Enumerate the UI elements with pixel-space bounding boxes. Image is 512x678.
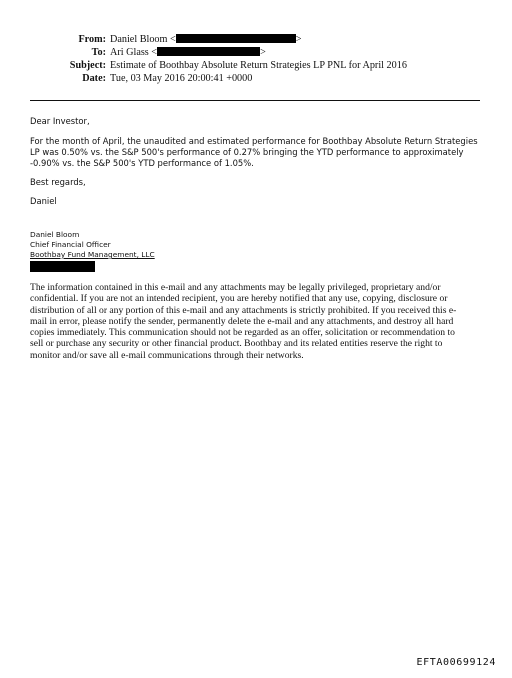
- to-value: Ari Glass <: [110, 47, 158, 58]
- from-label: From:: [78, 34, 106, 45]
- subject-label: Subject:: [69, 60, 106, 71]
- disclaimer-line: sell or purchase any security or other financial product. Boothbay and its related entities reserve the right to: [30, 338, 443, 350]
- signature-block: [30, 230, 155, 260]
- date-row: [30, 73, 470, 85]
- disclaimer-line: mail in error, please notify the sender, permanently delete the e-mail and any attachments, and destroy all hard: [30, 315, 454, 327]
- from-value: Daniel Bloom <: [110, 34, 176, 45]
- greeting: Dear Investor,: [30, 116, 90, 126]
- from-close: >: [295, 34, 302, 45]
- disclaimer-line: monitor and/or save all e-mail communications through their networks.: [30, 349, 304, 361]
- legal-disclaimer: [30, 282, 482, 361]
- disclaimer-line: The information contained in this e-mail and any attachments may be legally privileged, proprietary and/or: [30, 282, 441, 293]
- body-paragraph: [30, 136, 478, 169]
- redacted-email: [176, 34, 296, 43]
- redacted-email: [157, 47, 260, 56]
- redacted-signature-line: [30, 261, 95, 272]
- signature-title: Chief Financial Officer: [30, 240, 111, 249]
- to-label: To:: [91, 47, 106, 58]
- closing: Best regards,: [30, 177, 86, 187]
- document-id: EFTA00699124: [416, 657, 496, 668]
- subject-value: Estimate of Boothbay Absolute Return Strategies LP PNL for April 2016: [110, 60, 407, 71]
- paragraph-line: LP was 0.50% vs. the S&P 500's performance of 0.27% bringing the YTD performance to approximately: [30, 147, 464, 157]
- paragraph-line: For the month of April, the unaudited and estimated performance for Boothbay Absolute Return Strategies: [30, 136, 478, 146]
- date-label: Date:: [82, 73, 106, 84]
- paragraph-line: -0.90% vs. the S&P 500's YTD performance of 1.05%.: [30, 158, 254, 168]
- subject-row: [30, 60, 470, 72]
- sender-name: Daniel: [30, 196, 57, 206]
- from-row: [30, 34, 470, 46]
- to-row: [30, 47, 470, 59]
- disclaimer-line: distribution of all or any portion of this e-mail and any attachments is strictly prohibited. If you received this e-: [30, 304, 457, 316]
- disclaimer-line: confidential. If you are not an intended recipient, you are hereby notified that any use, copying, disclosure or: [30, 293, 448, 305]
- disclaimer-line: copies immediately. This communication should not be regarded as an offer, solicitation or recommendation to: [30, 327, 455, 339]
- date-value: Tue, 03 May 2016 20:00:41 +0000: [110, 73, 253, 84]
- signature-name: Daniel Bloom: [30, 230, 80, 239]
- header-divider: [30, 100, 480, 101]
- to-close: >: [260, 47, 266, 58]
- signature-company: Boothbay Fund Management, LLC: [30, 250, 155, 259]
